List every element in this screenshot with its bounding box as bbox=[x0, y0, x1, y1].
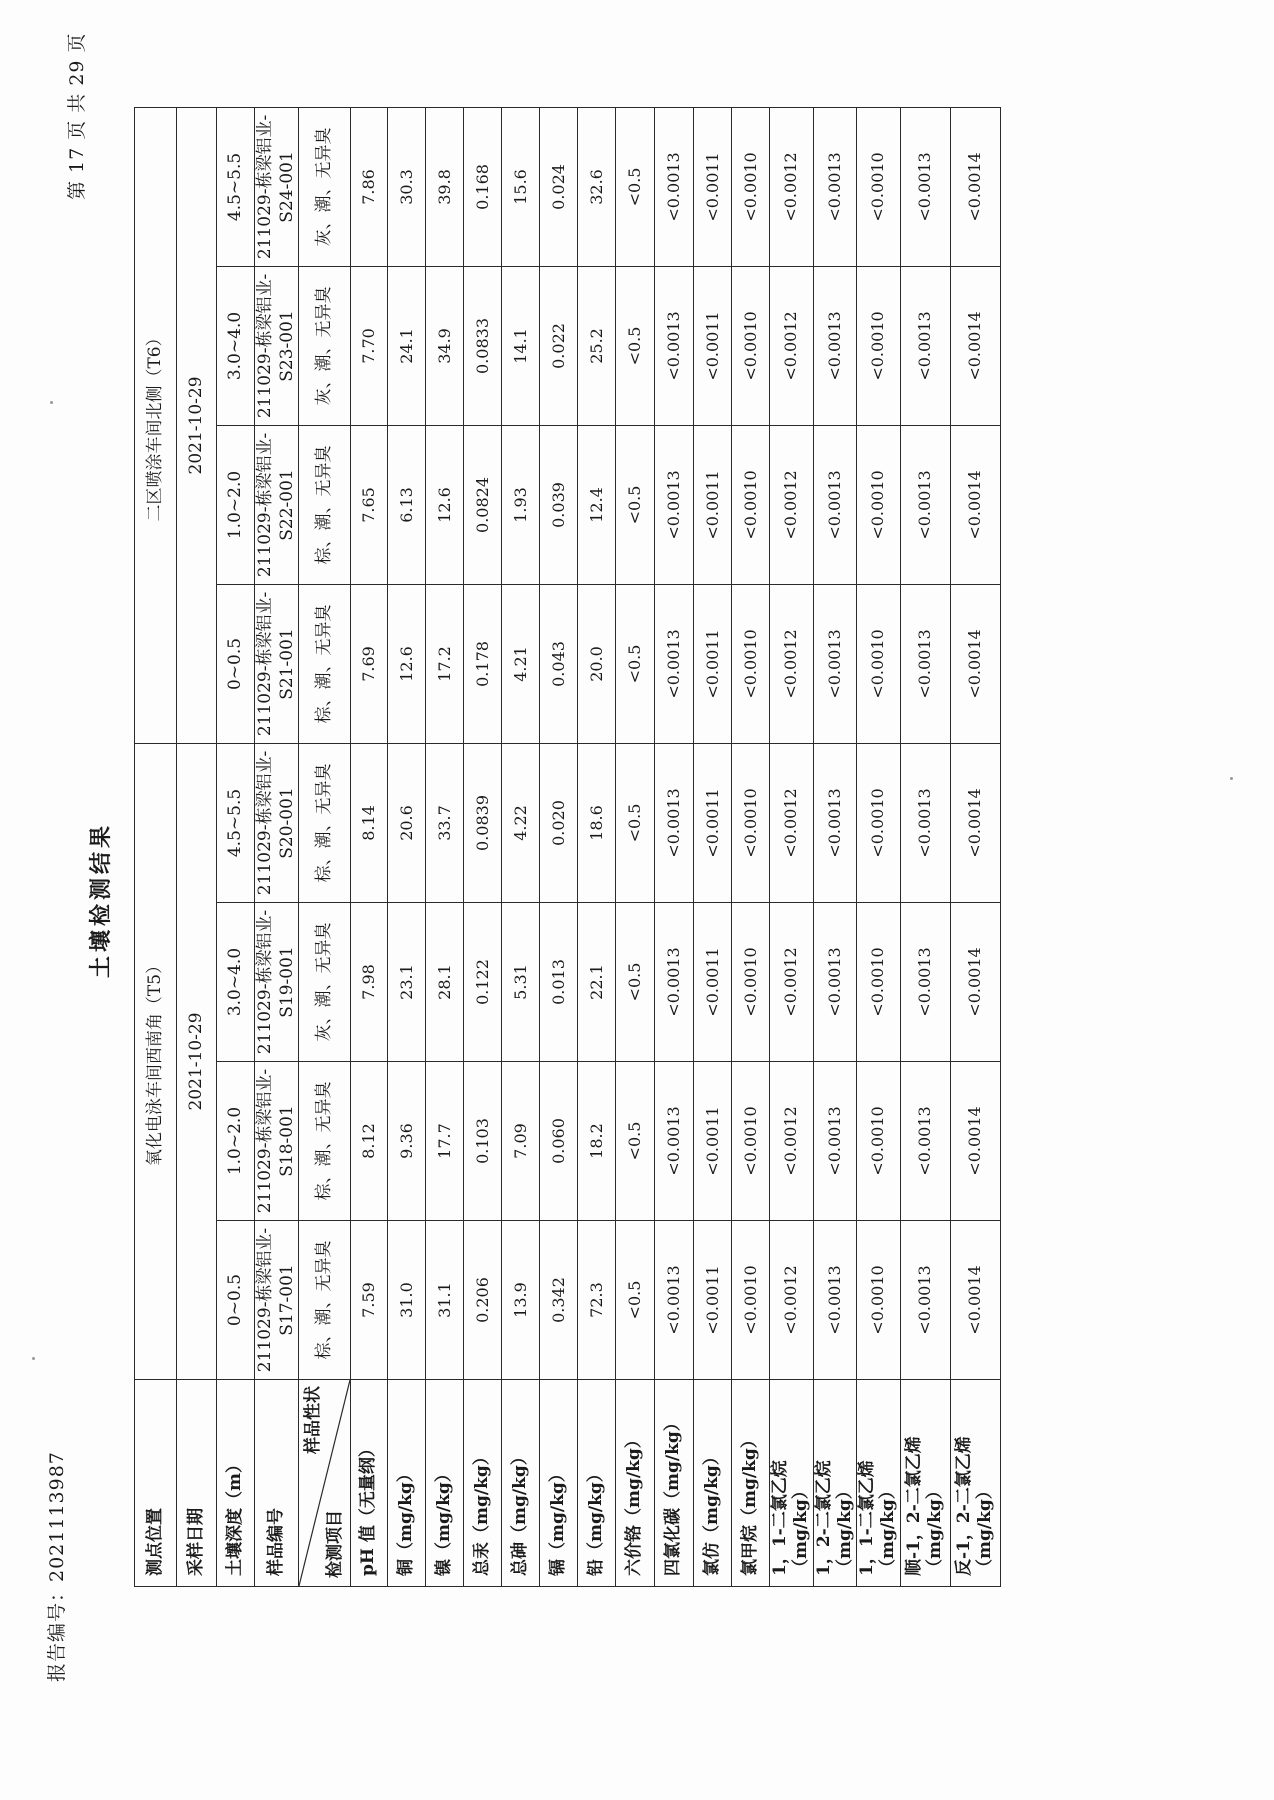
result-value: 7.70 bbox=[351, 266, 388, 425]
result-value: <0.0014 bbox=[950, 107, 1000, 266]
result-value: 72.3 bbox=[578, 1221, 616, 1380]
result-value: 28.1 bbox=[426, 903, 464, 1062]
result-value: 14.1 bbox=[502, 266, 540, 425]
result-value: <0.0011 bbox=[694, 425, 732, 584]
result-value: <0.0011 bbox=[694, 1062, 732, 1221]
header-diagonal-cell bbox=[299, 1380, 351, 1587]
table-row bbox=[950, 107, 1000, 1586]
result-value: <0.0010 bbox=[857, 107, 901, 266]
result-value: 6.13 bbox=[388, 425, 426, 584]
result-value: <0.5 bbox=[616, 1062, 655, 1221]
result-value: <0.0012 bbox=[770, 425, 814, 584]
result-value: <0.0010 bbox=[732, 1221, 770, 1380]
result-value: <0.0010 bbox=[732, 266, 770, 425]
result-value: 0.043 bbox=[540, 584, 578, 743]
result-value: 7.98 bbox=[351, 903, 388, 1062]
result-value: <0.0014 bbox=[950, 903, 1000, 1062]
result-value: <0.0010 bbox=[732, 903, 770, 1062]
result-value: 31.1 bbox=[426, 1221, 464, 1380]
result-value: <0.0013 bbox=[813, 584, 857, 743]
result-value: <0.0012 bbox=[770, 1221, 814, 1380]
result-value: 0.206 bbox=[464, 1221, 502, 1380]
result-value: 1.93 bbox=[502, 425, 540, 584]
sampling-date: 2021-10-29 bbox=[177, 107, 217, 743]
sample-depth: 0~0.5 bbox=[217, 1221, 255, 1380]
result-value: <0.5 bbox=[616, 584, 655, 743]
result-value: 8.14 bbox=[351, 743, 388, 902]
result-value: <0.0013 bbox=[900, 903, 950, 1062]
result-value: 30.3 bbox=[388, 107, 426, 266]
result-value: <0.0011 bbox=[694, 903, 732, 1062]
result-value: <0.0010 bbox=[857, 584, 901, 743]
sample-id: 211029-栋梁铝业-S21-001 bbox=[255, 584, 299, 743]
result-value: <0.0013 bbox=[655, 425, 694, 584]
analyte-name: 反-1，2-二氯乙烯（mg/kg） bbox=[950, 1380, 1000, 1587]
result-value: <0.0011 bbox=[694, 584, 732, 743]
table-row bbox=[464, 107, 502, 1586]
sample-id: 211029-栋梁铝业-S24-001 bbox=[255, 107, 299, 266]
sample-trait: 棕、潮、无异臭 bbox=[299, 1062, 351, 1221]
result-value: 7.09 bbox=[502, 1062, 540, 1221]
result-value: 8.12 bbox=[351, 1062, 388, 1221]
sample-depth: 1.0~2.0 bbox=[217, 425, 255, 584]
result-value: <0.5 bbox=[616, 266, 655, 425]
result-value: <0.0013 bbox=[655, 266, 694, 425]
result-value: <0.0010 bbox=[732, 1062, 770, 1221]
result-value: 0.039 bbox=[540, 425, 578, 584]
sample-depth: 4.5~5.5 bbox=[217, 107, 255, 266]
result-value: <0.0013 bbox=[813, 266, 857, 425]
sample-id: 211029-栋梁铝业-S20-001 bbox=[255, 743, 299, 902]
table-row bbox=[616, 107, 655, 1586]
result-value: 0.342 bbox=[540, 1221, 578, 1380]
result-value: <0.0011 bbox=[694, 743, 732, 902]
result-value: 9.36 bbox=[388, 1062, 426, 1221]
result-value: 0.013 bbox=[540, 903, 578, 1062]
result-value: <0.0013 bbox=[900, 584, 950, 743]
result-value: <0.0011 bbox=[694, 1221, 732, 1380]
sample-trait: 灰、潮、无异臭 bbox=[299, 107, 351, 266]
analyte-name: 六价铬（mg/kg） bbox=[616, 1380, 655, 1587]
result-value: <0.0012 bbox=[770, 584, 814, 743]
result-value: <0.0012 bbox=[770, 903, 814, 1062]
table-row bbox=[388, 107, 426, 1586]
result-value: <0.0013 bbox=[900, 425, 950, 584]
result-value: <0.0014 bbox=[950, 743, 1000, 902]
sample-id: 211029-栋梁铝业-S18-001 bbox=[255, 1062, 299, 1221]
table-row bbox=[770, 107, 814, 1586]
analyte-name: 氯仿（mg/kg） bbox=[694, 1380, 732, 1587]
result-value: 0.022 bbox=[540, 266, 578, 425]
scan-speck bbox=[32, 1357, 35, 1360]
result-value: 4.21 bbox=[502, 584, 540, 743]
result-value: 18.2 bbox=[578, 1062, 616, 1221]
result-value: 15.6 bbox=[502, 107, 540, 266]
result-value: <0.0010 bbox=[857, 1062, 901, 1221]
result-value: 0.0824 bbox=[464, 425, 502, 584]
result-value: 33.7 bbox=[426, 743, 464, 902]
result-value: <0.0013 bbox=[900, 107, 950, 266]
soil-results-table bbox=[134, 107, 1001, 1587]
result-value: <0.0012 bbox=[770, 1062, 814, 1221]
table-row bbox=[694, 107, 732, 1586]
result-value: 0.103 bbox=[464, 1062, 502, 1221]
label-depth: 土壤深度（m） bbox=[217, 1380, 255, 1587]
analyte-name: 顺-1，2-二氯乙烯（mg/kg） bbox=[900, 1380, 950, 1587]
result-value: <0.0013 bbox=[813, 743, 857, 902]
analyte-name: 1，2-二氯乙烷（mg/kg） bbox=[813, 1380, 857, 1587]
result-value: <0.5 bbox=[616, 1221, 655, 1380]
label-item: 检测项目 bbox=[324, 1510, 345, 1578]
result-value: 20.6 bbox=[388, 743, 426, 902]
result-value: 20.0 bbox=[578, 584, 616, 743]
result-value: 7.69 bbox=[351, 584, 388, 743]
analyte-name: 1，1-二氯乙烷（mg/kg） bbox=[770, 1380, 814, 1587]
result-value: <0.0010 bbox=[857, 425, 901, 584]
location-name: 二区喷涂车间北侧（T6） bbox=[135, 107, 177, 743]
result-value: <0.0014 bbox=[950, 425, 1000, 584]
result-value: <0.5 bbox=[616, 743, 655, 902]
scan-speck bbox=[50, 401, 53, 404]
sample-depth: 1.0~2.0 bbox=[217, 1062, 255, 1221]
result-value: <0.0013 bbox=[655, 107, 694, 266]
analyte-name: 总砷（mg/kg） bbox=[502, 1380, 540, 1587]
sampling-date: 2021-10-29 bbox=[177, 743, 217, 1379]
result-value: <0.5 bbox=[616, 425, 655, 584]
result-value: <0.0014 bbox=[950, 1062, 1000, 1221]
result-value: 0.168 bbox=[464, 107, 502, 266]
sample-trait: 灰、潮、无异臭 bbox=[299, 266, 351, 425]
table-title: 土壤检测结果 bbox=[88, 822, 114, 979]
result-value: <0.0010 bbox=[857, 266, 901, 425]
sample-id: 211029-栋梁铝业-S19-001 bbox=[255, 903, 299, 1062]
result-value: 34.9 bbox=[426, 266, 464, 425]
result-value: <0.0013 bbox=[813, 1062, 857, 1221]
result-value: <0.0013 bbox=[900, 743, 950, 902]
result-value: <0.0013 bbox=[655, 584, 694, 743]
result-value: <0.0010 bbox=[857, 903, 901, 1062]
analyte-name: pH 值（无量纲） bbox=[351, 1380, 388, 1587]
result-value: 24.1 bbox=[388, 266, 426, 425]
sample-id: 211029-栋梁铝业-S17-001 bbox=[255, 1221, 299, 1380]
result-value: <0.0013 bbox=[813, 1221, 857, 1380]
table-row bbox=[655, 107, 694, 1586]
result-value: 0.020 bbox=[540, 743, 578, 902]
result-value: 25.2 bbox=[578, 266, 616, 425]
label-trait: 样品性状 bbox=[303, 1386, 323, 1454]
table-row bbox=[578, 107, 616, 1586]
sample-depth: 3.0~4.0 bbox=[217, 903, 255, 1062]
result-value: 13.9 bbox=[502, 1221, 540, 1380]
result-value: 7.86 bbox=[351, 107, 388, 266]
result-value: <0.0010 bbox=[732, 584, 770, 743]
result-value: 22.1 bbox=[578, 903, 616, 1062]
result-value: <0.0011 bbox=[694, 266, 732, 425]
sample-id: 211029-栋梁铝业-S23-001 bbox=[255, 266, 299, 425]
analyte-name: 四氯化碳（mg/kg） bbox=[655, 1380, 694, 1587]
sample-depth: 4.5~5.5 bbox=[217, 743, 255, 902]
result-value: <0.0013 bbox=[655, 1062, 694, 1221]
table-row bbox=[813, 107, 857, 1586]
result-value: 12.6 bbox=[426, 425, 464, 584]
result-value: <0.0012 bbox=[770, 743, 814, 902]
result-value: <0.0013 bbox=[655, 1221, 694, 1380]
analyte-name: 氯甲烷（mg/kg） bbox=[732, 1380, 770, 1587]
sample-depth: 3.0~4.0 bbox=[217, 266, 255, 425]
table-row bbox=[351, 107, 388, 1586]
result-value: 7.65 bbox=[351, 425, 388, 584]
label-location: 测点位置 bbox=[135, 1380, 177, 1587]
sample-id: 211029-栋梁铝业-S22-001 bbox=[255, 425, 299, 584]
sample-depth: 0~0.5 bbox=[217, 584, 255, 743]
scan-speck bbox=[1230, 777, 1233, 780]
analyte-name: 镍（mg/kg） bbox=[426, 1380, 464, 1587]
result-value: <0.0010 bbox=[732, 425, 770, 584]
sample-trait: 棕、潮、无异臭 bbox=[299, 1221, 351, 1380]
result-value: <0.0012 bbox=[770, 107, 814, 266]
sample-trait: 灰、潮、无异臭 bbox=[299, 903, 351, 1062]
result-value: 5.31 bbox=[502, 903, 540, 1062]
label-sample-no: 样品编号 bbox=[255, 1380, 299, 1587]
result-value: <0.0010 bbox=[857, 1221, 901, 1380]
result-value: <0.0010 bbox=[857, 743, 901, 902]
report-number: 报告编号：2021113987 bbox=[46, 1451, 68, 1682]
result-value: 32.6 bbox=[578, 107, 616, 266]
result-value: 0.0839 bbox=[464, 743, 502, 902]
result-value: 12.6 bbox=[388, 584, 426, 743]
page-indicator: 第 17 页 共 29 页 bbox=[66, 32, 88, 200]
result-value: <0.0014 bbox=[950, 584, 1000, 743]
table-row bbox=[540, 107, 578, 1586]
result-value: <0.0013 bbox=[813, 107, 857, 266]
result-value: 0.122 bbox=[464, 903, 502, 1062]
result-value: <0.0013 bbox=[655, 743, 694, 902]
result-value: <0.0013 bbox=[813, 425, 857, 584]
sample-trait: 棕、潮、无异臭 bbox=[299, 743, 351, 902]
analyte-name: 铜（mg/kg） bbox=[388, 1380, 426, 1587]
analyte-name: 镉（mg/kg） bbox=[540, 1380, 578, 1587]
result-value: 0.0833 bbox=[464, 266, 502, 425]
result-value: <0.5 bbox=[616, 903, 655, 1062]
result-value: <0.0010 bbox=[732, 743, 770, 902]
result-value: 0.024 bbox=[540, 107, 578, 266]
result-value: <0.0014 bbox=[950, 1221, 1000, 1380]
result-value: 7.59 bbox=[351, 1221, 388, 1380]
result-value: <0.0013 bbox=[900, 266, 950, 425]
analyte-name: 1，1-二氯乙烯（mg/kg） bbox=[857, 1380, 901, 1587]
table-row bbox=[426, 107, 464, 1586]
sample-trait: 棕、潮、无异臭 bbox=[299, 584, 351, 743]
result-value: 17.7 bbox=[426, 1062, 464, 1221]
result-value: <0.0011 bbox=[694, 107, 732, 266]
result-value: 4.22 bbox=[502, 743, 540, 902]
result-value: 23.1 bbox=[388, 903, 426, 1062]
result-value: 17.2 bbox=[426, 584, 464, 743]
result-value: <0.0010 bbox=[732, 107, 770, 266]
result-value: <0.0013 bbox=[900, 1221, 950, 1380]
table-row bbox=[857, 107, 901, 1586]
result-value: <0.0013 bbox=[655, 903, 694, 1062]
result-value: 39.8 bbox=[426, 107, 464, 266]
result-value: 12.4 bbox=[578, 425, 616, 584]
sample-trait: 棕、潮、无异臭 bbox=[299, 425, 351, 584]
result-value: 0.060 bbox=[540, 1062, 578, 1221]
result-value: <0.0014 bbox=[950, 266, 1000, 425]
result-value: 18.6 bbox=[578, 743, 616, 902]
table-row bbox=[502, 107, 540, 1586]
location-name: 氧化电泳车间西南角（T5） bbox=[135, 743, 177, 1379]
result-value: <0.0012 bbox=[770, 266, 814, 425]
label-date: 采样日期 bbox=[177, 1380, 217, 1587]
result-value: <0.0013 bbox=[900, 1062, 950, 1221]
analyte-name: 总汞（mg/kg） bbox=[464, 1380, 502, 1587]
table-row bbox=[900, 107, 950, 1586]
table-row bbox=[732, 107, 770, 1586]
result-value: 0.178 bbox=[464, 584, 502, 743]
analyte-name: 铅（mg/kg） bbox=[578, 1380, 616, 1587]
result-value: <0.0013 bbox=[813, 903, 857, 1062]
result-value: <0.5 bbox=[616, 107, 655, 266]
result-value: 31.0 bbox=[388, 1221, 426, 1380]
